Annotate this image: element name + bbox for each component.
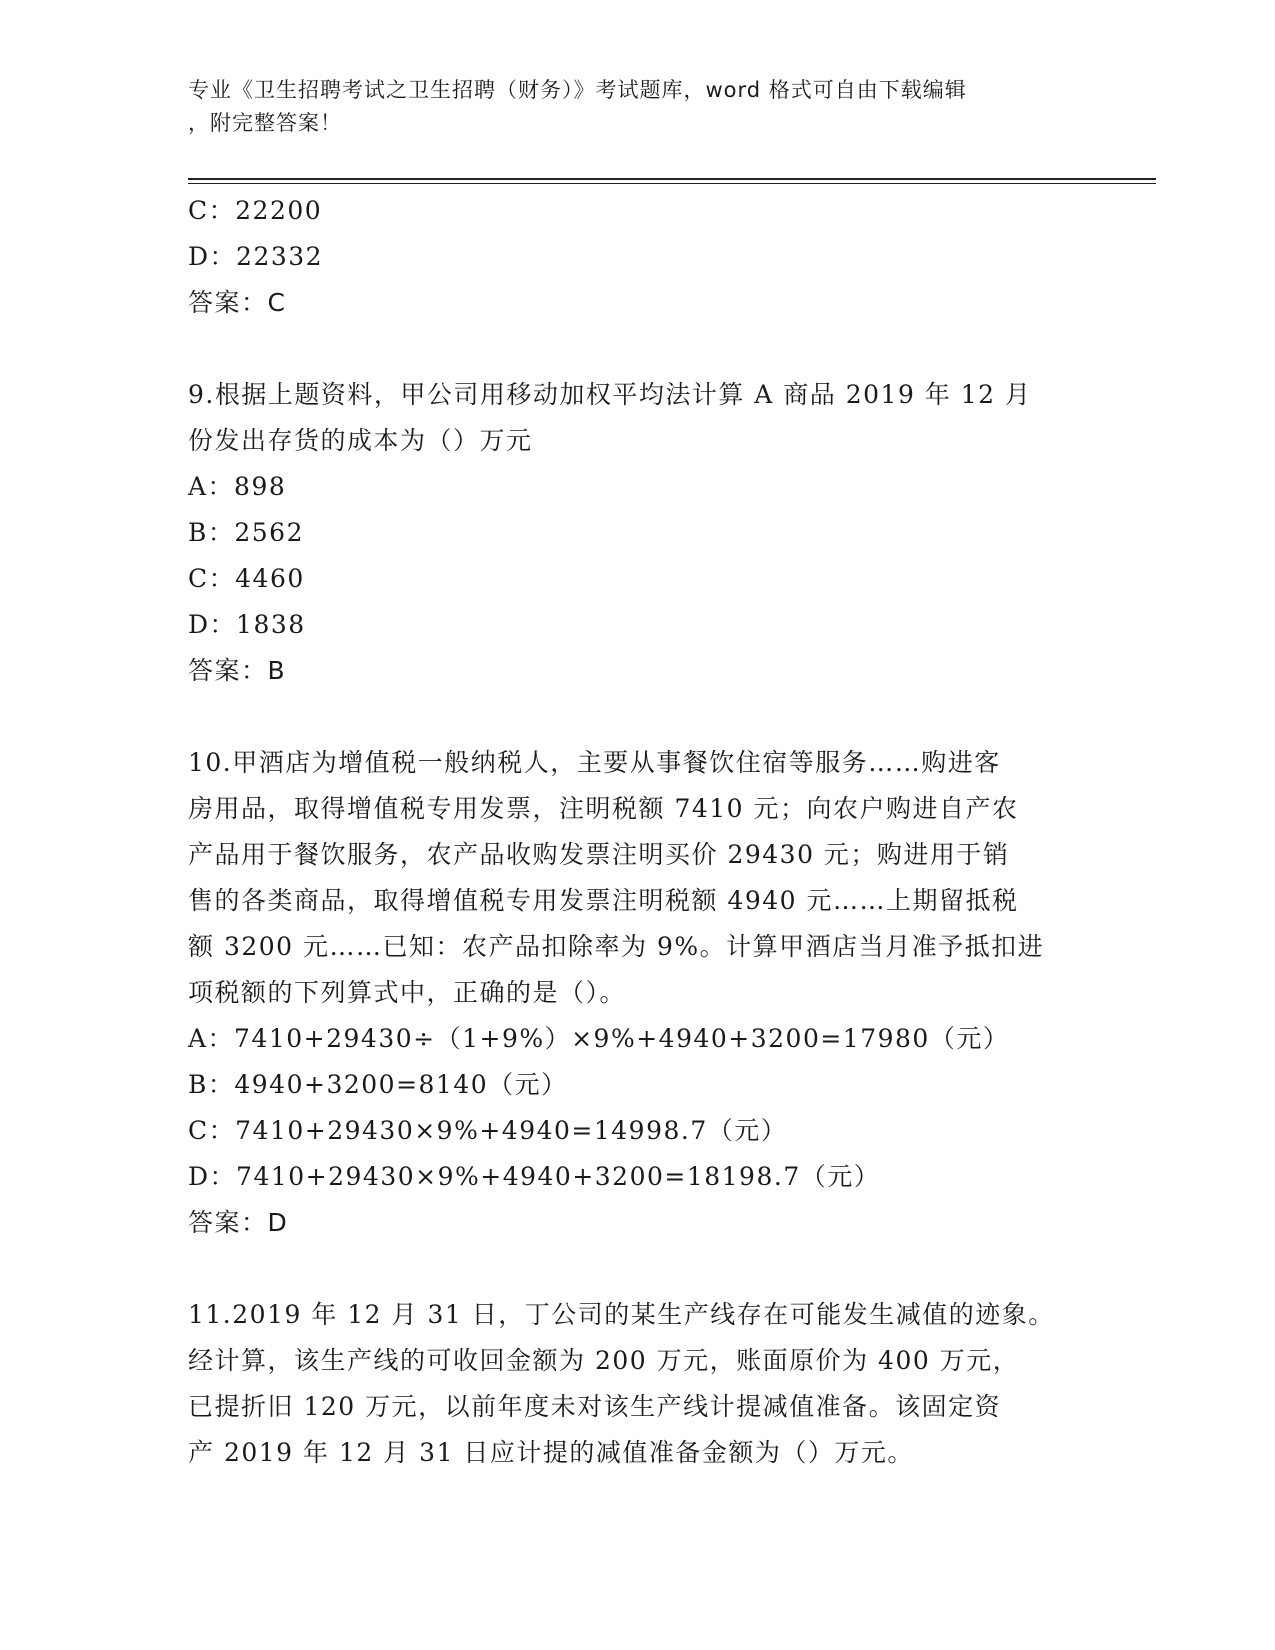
option-b: B：4940+3200=8140（元） [188,1070,568,1099]
option-d: D：7410+29430×9%+4940+3200=18198.7（元） [188,1162,881,1191]
question-text: 已提折旧 120 万元，以前年度未对该生产线计提减值准备。该固定资 [188,1392,1002,1421]
option-d: D：22332 [188,242,324,271]
header-line-2: ，附完整答案！ [188,111,342,135]
prev-question-block [188,188,1088,326]
spacer [188,694,1088,740]
option-b: B：2562 [188,518,304,547]
answer-line: 答案：C [188,288,287,317]
page-header [188,74,1088,140]
question-text: 产品用于餐饮服务，农产品收购发票注明买价 29430 元；购进用于销 [188,840,1010,869]
question-text: 售的各类商品，取得增值税专用发票注明税额 4940 元……上期留抵税 [188,886,1019,915]
question-text: 产 2019 年 12 月 31 日应计提的减值准备金额为（）万元。 [188,1438,914,1467]
question-text: 额 3200 元……已知：农产品扣除率为 9%。计算甲酒店当月准予抵扣进 [188,932,1045,961]
spacer [188,1246,1088,1292]
option-c: C：4460 [188,564,305,593]
header-rule-thin [188,183,1156,184]
question-text: 项税额的下列算式中，正确的是（）。 [188,978,627,1007]
header-line-1: 专业《卫生招聘考试之卫生招聘（财务）》考试题库，word 格式可自由下载编辑 [188,78,967,102]
question-text: 经计算，该生产线的可收回金额为 200 万元，账面原价为 400 万元， [188,1346,1020,1375]
question-text: 9.根据上题资料，甲公司用移动加权平均法计算 A 商品 2019 年 12 月 [188,380,1032,409]
question-text: 11.2019 年 12 月 31 日，丁公司的某生产线存在可能发生减值的迹象。 [188,1300,1055,1329]
question-content [188,188,1088,1476]
question-11 [188,1292,1088,1476]
question-9 [188,372,1088,694]
option-a: A：7410+29430÷（1+9%）×9%+4940+3200=17980（元） [188,1024,1010,1053]
question-10 [188,740,1088,1246]
option-c: C：7410+29430×9%+4940=14998.7（元） [188,1116,788,1145]
spacer [188,326,1088,372]
option-a: A：898 [188,472,287,501]
answer-line: 答案：B [188,656,287,685]
header-rule-thick [188,178,1156,180]
question-text: 份发出存货的成本为（）万元 [188,426,533,455]
answer-line: 答案：D [188,1208,289,1237]
option-c: C：22200 [188,196,323,225]
option-d: D：1838 [188,610,306,639]
question-text: 房用品，取得增值税专用发票，注明税额 7410 元；向农户购进自产农 [188,794,1019,823]
question-text: 10.甲酒店为增值税一般纳税人，主要从事餐饮住宿等服务……购进客 [188,748,1001,777]
